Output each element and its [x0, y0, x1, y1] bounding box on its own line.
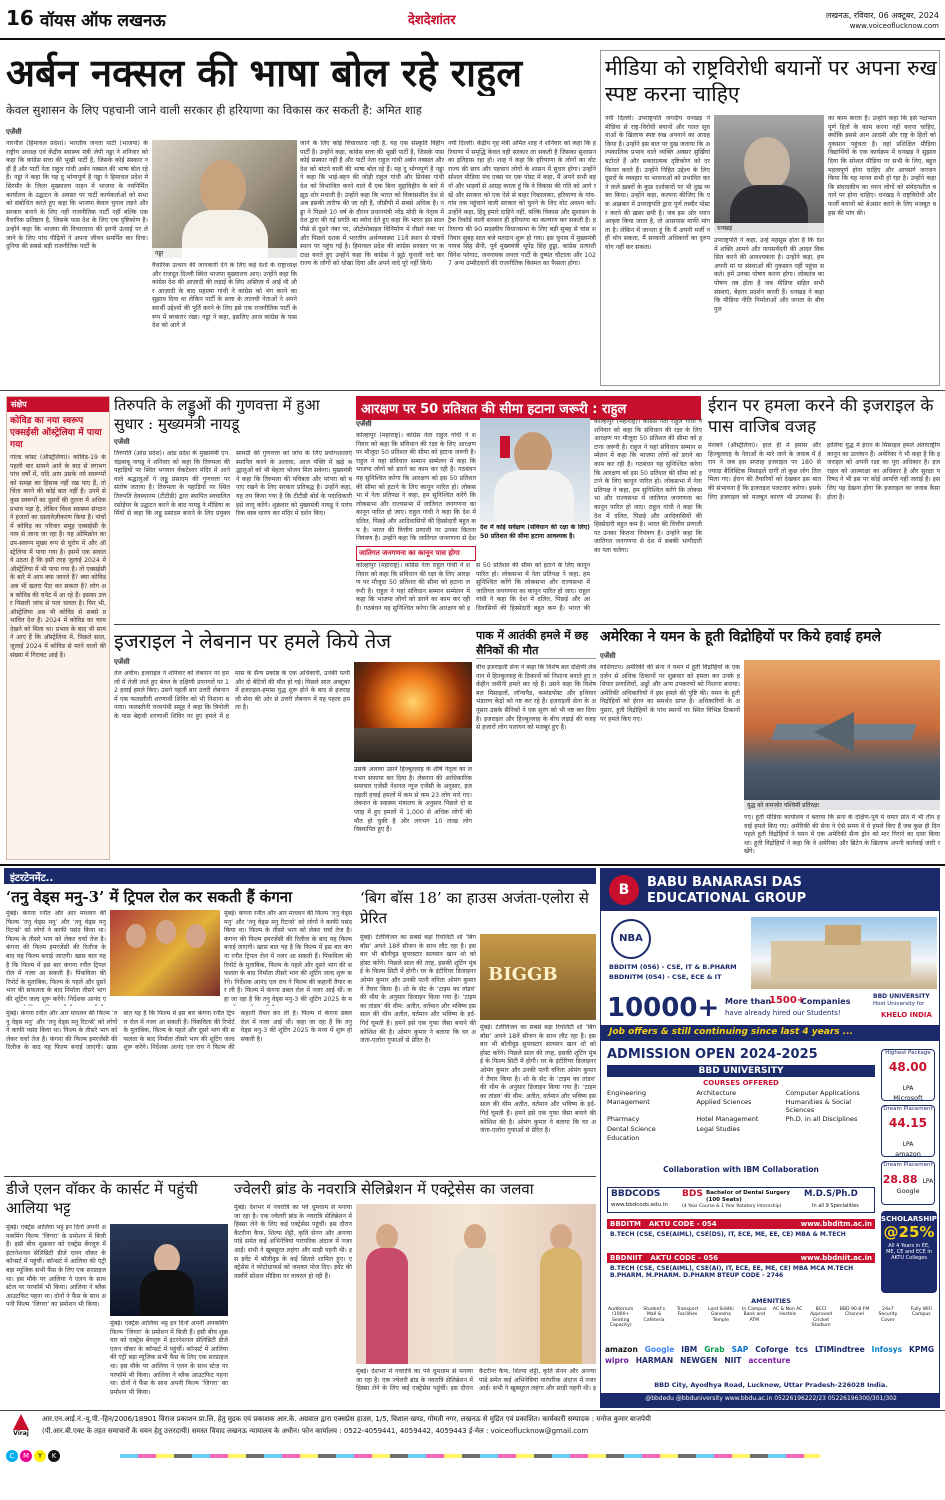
- footer-logo: [6, 1414, 36, 1444]
- ad-nba-1: BBDITM (056) - CSE, IT & B.PHARM: [609, 963, 737, 971]
- ad-package-1: [881, 1049, 935, 1101]
- media-photo-caption: धनखड़: [714, 223, 824, 233]
- amenity-item: BCCI Approved Cricket Stadium: [810, 1307, 833, 1329]
- ad-scholarship: [881, 1211, 937, 1293]
- recruiter-logo: accenture: [748, 1356, 791, 1365]
- amenity-item: 24x7 Security Cover: [878, 1307, 898, 1323]
- ad-course-item: Management: [607, 1098, 650, 1107]
- ad-bbdniit-courses-2: B.PHARM. M.PHARM. D.PHARM BTEUP CODE - 2746: [610, 1272, 784, 1279]
- cmyk-swatch-c: C: [6, 1450, 18, 1462]
- yemen-byline: एजेंसी: [600, 652, 616, 660]
- reservation-photo-caption: देश में कोई सर्वेक्षण (संविधान की रक्षा के लिए) 50 प्रतिशत की सीमा हटाना आवश्यक है।: [480, 524, 590, 540]
- cmyk-swatch-k: K: [48, 1450, 60, 1462]
- bigboss-body: मुंबई। टेलीविजन का सबसे बड़ा रियलिटी शो ‘बिग बॉस’ अपने 18वें सीजन के साथ लौट रहा है। इस बार भी बॉलीवुड सुपरस्टार सलमान खान शो को होस्ट करेंगे। पिछले साल की तरह, इसकी शूटिंग मुंबई के फिल्म सिटी में होगी। घर के इंटीरियर डिजाइनर ओमंग कुमार और उनकी पत्नी वनिता ओमंग कुमार ने तैयार किया है। शो के सेट के ‘टाइम का तांडव’ की थीम के अनुसार डिजाइन किया गया है। ‘टाइम का तांडव’ की थीम: अतीत, वर्तमान और भविष्य इस साल की थीम अतीत, वर्तमान और भविष्य के इर्द-गिर्द घूमती है। हमने इसे एक गुफा जैसा बनाने की कोशिश की है। ओमंग कुमार ने बताया कि घर अजंता-एलोरा गुफाओं से प्रेरित है।: [360, 934, 476, 1045]
- bigboss-photo: [480, 934, 596, 1020]
- recruiter-logo: Grab: [704, 1345, 725, 1354]
- jewel-photo: [356, 1204, 596, 1364]
- kangana-body-b: मुंबई। कंगना रनौत और आर माधवन की फिल्म ‘तनु वेड्स मनु’ और ‘तनु वेड्स मनु रिटर्न्स’ को लोगों ने काफी पसंद किया था। फिल्म के तीसरे भाग को लेकर चर्चा तेज है। कंगना की फिल्म इमरजेंसी की रिलीज के बाद यह फिल्म बनाई जाएगी। खास बात यह है कि फिल्म में इस बार कंगना रनौत ट्रिपल रोल में नजर आ सकती हैं। पिंकविला की रिपोर्ट के मुताबिक, फिल्म के पहले और दूसरे भाग की सफलता के बाद निर्माता तीसरे भाग की शूटिंग जल्द शुरू करेंगे। निर्देशक आनंद एल राय ने फिल्म की कहानी तैयार कर ली है। फिल्म में कंगना डबल रोल में नजर आई थीं। कहा जा रहा है कि तनु वेड्स मनु-3 की शूटिंग 2025 के म: [224, 910, 352, 1003]
- ad-course-item: Computer Applications: [785, 1089, 860, 1097]
- yemen-photo-caption: युद्ध को कमजोर पश्चिमी प्रतिरक्षा: [744, 800, 940, 810]
- amenity-item: In Campus Bank and ATM: [742, 1307, 767, 1323]
- recruiter-logo: NIIT: [724, 1356, 742, 1365]
- ad-contact: @bbdedu @bbduniversity www.bbdu.ac.in 05226196222/23 05226196300/301/302: [601, 1393, 940, 1407]
- pkg2-unit: LPA: [902, 1141, 914, 1148]
- website: www.voiceoflucknow.com: [849, 22, 939, 30]
- jewel-body-b: मुंबई। देशभर में नवरात्रि का पर्व धूमधाम से मनाया जा रहा है। एक ज्वेलरी ब्रांड के नवरात्रि सेलिब्रेशन में हिस्सा लेने के लिए कई एक्ट्रेसेस पहुंचीं। इस दौरान कैटरीना कैफ, शिल्पा शेट्टी, कृति सेनन और अनन्या पांडे समेत कई अभिनेत्रियां पारंपरिक अंदाज में नजर आईं। सभी ने खूबसूरत लहंगा और साड़ी पहनी थी। इ: [356, 1368, 596, 1393]
- reservation-pull-quote: जातिगत जनगणना का कानून पास होगा: [356, 546, 476, 561]
- recruiter-logo: wipro: [605, 1356, 629, 1365]
- lebanon-body-3: बीच इजराइली सेना ने कहा कि विशेष बल दक्षिणी लेबनान में हिज्बुल्लाह के ठिकानों को निशाना बनाते हुए तर्कहीन जमीनी हमले कर रहे हैं। उसने कहा कि विशेष बल मिसाइलों, लॉन्चपैड, कमांडपोस्ट और हथियार भंडारण केंद्रों को नष्ट कर रहे हैं। इजराइली सेना के अनुसार उसके सैनिकों ने एक सुरंग को भी नष्ट कर दिया है। इजराइल और हिज्बुल्लाह के बीच लड़ाई की वजह से हजारों लोग पलायन को मजबूर हुए हैं।: [476, 664, 596, 732]
- ad-bbditm-row: [607, 1219, 875, 1251]
- pkg3-value: 28.88: [882, 1173, 918, 1186]
- ad-package-2: [881, 1105, 935, 1157]
- reservation-byline: एजेंसी: [356, 420, 372, 428]
- ad-bbdcods-row: [607, 1187, 875, 1213]
- recruiter-logo: amazon: [605, 1345, 638, 1354]
- recruiter-logo: HARMAN: [635, 1356, 674, 1365]
- section-rule-1: [0, 390, 945, 391]
- recruiter-logo: SAP: [731, 1345, 749, 1354]
- footer-imprint-2: (पी.आर.बी.एक्ट के तहत समाचारों के चयन हेतु उत्तरदायी) समस्त विवाद लखनऊ न्यायालय के अधीन। फोन कार्यालय : 0522-4059441, 4059442, 4059443 ई-मेल : voiceoflucknow@gmail.com: [42, 1427, 589, 1435]
- tirupati-byline: एजेंसी: [114, 438, 130, 446]
- bbd-ad: [600, 868, 940, 1408]
- pkg2-value: 44.15: [889, 1116, 927, 1130]
- iran-body: मेलबर्न (ऑस्ट्रेलिया)। हाल ही में हमास और हिज्बुल्लाह के नेताओं के मारे जाने के जवाब में ईरान ने जब इस सप्ताह इजराइल पर 180 से ज्यादा बैलिस्टिक मिसाइलें दागीं तो कुछ लोग तिलमिला गए। ईरान की तैयारियों को देखकर इस बात की संभावना है कि इजराइल पलटवार करेगा। इसके लिए इजराइल को मजबूत कारण भी उपलब्ध हैं। हालिया युद्ध में ईरान के मिसाइल हमले अंतरराष्ट्रीय कानून का उल्लंघन हैं। अमेरिका ने भी कहा है कि इजराइल को अपनी रक्षा का पूरा अधिकार है। इजराइल को आत्मरक्षा का अधिकार है और सुरक्षा परिषद ने भी इस पर कोई आपत्ति नहीं जताई है। इसलिए यह देखना होगा कि इजराइल का जवाब कैसा होता है।: [708, 442, 940, 501]
- pkg2-company: amazon: [895, 1150, 921, 1158]
- media-box: [600, 50, 940, 386]
- lead-body-4: नयी दिल्ली। केंद्रीय गृह मंत्री अमित शाह ने शनिवार को कहा कि हरियाणा में समृद्धि केवल वही सरकार ला सकती है जिसका सुशासन का इतिहास रहा हो। शाह ने कहा कि हरियाणा के लोगों का वोट राज्य की छाप और पहचान लोगों के शासन में सुधार होगा। उन्होंने सोशल मीडिया मंच एक्स पर एक पोस्ट में कहा, मैं अपने सभी बहनों और भाइयों से आग्रह करता हूं कि वे विकास की गति को आगे रखें और सरकार को एक ऐसे से बाहर निकालकर, हरियाणा के गांव-गांव तक पहुंचाने वाली सरकार को चुनने के लिए वोट अवश्य करें। उन्होंने कहा, हिंदू हमारे दाहिने नहीं, बल्कि विकास और सुशासन के ट्रैक रिकॉर्ड वाली सरकार ही हरियाणा का कल्याण कर सकती है। हरियाणा की 90 सदस्यीय विधानसभा के लिए बड़ी सुबह से चांस शनिवार सुबह सात बजे मतदान शुरू हो गया। इस चुनाव में मुख्यमंत्री नायब सिंह सैनी, पूर्व मुख्यमंत्री भूपेंद्र सिंह हुड्डा, कांग्रेस प्रत्याशी विनेश फोगाट, जननायक जनता पार्टी के दुष्यंत चौटाला और 1027 अन्य उम्मीदवारों की राजनीतिक किस्मत का फैसला होगा।: [448, 140, 596, 268]
- section-rule-4: [4, 1176, 596, 1177]
- ad-bds-sub: Bachelor of Dental Surgery (100 Seats): [706, 1190, 791, 1203]
- reservation-body: कोल्हापुर (महाराष्ट्र)। कांग्रेस नेता राहुल गांधी ने शनिवार को कहा कि संविधान की रक्षा के लिए आरक्षण पर मौजूदा 50 प्रतिशत की सीमा को हटाना जरूरी है। राहुल ने यहां संविधान सम्मान सम्मेलन में कहा कि भाजपा लोगों को डराने का काम कर रही है। गठबंधन यह सुनिश्चित करेगा कि आरक्षण को इस 50 प्रतिशत की सीमा को हटाने के लिए कानून पारित हो। लोकसभा में नेता प्रतिपक्ष ने कहा, हम सुनिश्चित करेंगे कि लोकसभा और राज्यसभा में जातिगत जनगणना का कानून पारित हो जाए। राहुल गांधी ने कहा कि देश में दलित, पिछड़े और आदिवासियों की हिस्सेदारी बहुत कम है। भारत की: [356, 562, 590, 612]
- pkg2-label: Dream Placement: [883, 1106, 933, 1112]
- paper-name: वॉयस ऑफ लखनऊ: [40, 11, 166, 31]
- section-rule-3: [0, 864, 945, 866]
- lead-photo-caption: नड्डा: [152, 248, 297, 258]
- pkg3-label: Dream Placement: [883, 1162, 933, 1168]
- media-body-2: उपराष्ट्रपति ने कहा, उन्हें महसूस होता है कि देश में शक्ति आमने और पापसर्वंदनी की आदत विकसित करने की आवश्यकता है। उन्होंने कहा, हम अपनी मां या संस्थाओं की नुकसान नहीं पहुंचा सकते। हमें उनका पोषण करना होगा। लोकतंत्र का पोषण तब होता है जब मीडिया सहित सभी संस्थाएं, बेहतर प्रदर्शन करती हैं। धनखड़ ने कहा कि मीडिया नीति निर्माताओं और जनता के बीच पुल: [714, 237, 824, 313]
- ad-bds-note: (4 Year Course & 1 Year Rotatory Internship): [682, 1204, 782, 1209]
- lebanon-body-2: उसके अलावा उसने हिज्बुल्लाह के शीर्ष नेतृत्व का लगभग सफाया कर दिया है। लेबनान की आधिकारिक समाचार एजेंसी नेशनल न्यूज एजेंसी के अनुसार, इजराइली हवाई हमलों में कम से कम 23 लोग मारे गए। लेबनान के स्वास्थ्य मंत्रालय के अनुसार पिछले दो सप्ताह में हुए हमलों में 1,000 से अधिक लोगों की मौत हो चुकी है और लगभग 10 लाख लोग विस्थापित हुए हैं।: [354, 766, 472, 834]
- yemen-body-1: वाशिंगटन। अमेरिकी की सेना ने यमन में हूती विद्रोहियों के एक दर्जन से अधिक ठिकानों पर शुक्रवार को हमला कर उनके हथियार प्रणालियों, अड्डों और अन्य उपकरणों को निशाना बनाया। अमेरिकी अधिकारियों ने इस हमले की पुष्टि की। यमन के हूती विद्रोहियों को ईरान का समर्थन प्राप्त है। अधिकारियों के अनुसार, हूती विद्रोहियों के पांच स्थानों पर स्थित विभिन्न ठिकानों पर हमले किए गए।: [600, 664, 740, 723]
- ad-campus-photo: [751, 917, 937, 989]
- ad-bbditm: BBDITM: [610, 1220, 641, 1228]
- recruiter-logo: Coforge: [755, 1345, 789, 1354]
- ad-bds: BDS: [682, 1189, 703, 1199]
- alia-headline: डीजे एलन वॉकर के कार्सट में पहुंची आलिया भट्ट: [6, 1180, 198, 1217]
- amenity-item: Fully WiFi Campus: [910, 1307, 932, 1318]
- recruiter-logo: tcs: [795, 1345, 809, 1354]
- ad-big-number: 10000+: [607, 993, 720, 1023]
- sch-pct: @25%: [883, 1223, 935, 1241]
- tirupati-headline: तिरुपति के लड्डुओं की गुणवत्ता में हुआ सुधार : मुख्यमंत्री नायडू: [114, 396, 320, 433]
- cmyk-swatch-m: M: [20, 1450, 32, 1462]
- bigboss-headline: ‘बिग बॉस 18’ का हाउस अजंता-एलोरा से प्रेरित: [360, 889, 589, 927]
- sidebar-label: संक्षेप: [7, 397, 109, 412]
- lead-photo: [152, 140, 297, 258]
- ad-bbdcods: BBDCODS: [611, 1189, 661, 1199]
- ad-companies-num: 1500+: [769, 995, 806, 1006]
- ad-course-item: Dental Science: [607, 1124, 656, 1133]
- ad-offers: Job offers & still continuing since last 4 years ...: [601, 1025, 940, 1041]
- ad-amenities-title: AMENITIES: [751, 1297, 791, 1305]
- bbd-logo-icon: B: [609, 875, 639, 905]
- kangana-body: मुंबई। कंगना रनौत और आर माधवन की फिल्म ‘तनु वेड्स मनु’ और ‘तनु वेड्स मनु रिटर्न्स’ को लोगों ने काफी पसंद किया था। फिल्म के तीसरे भाग को लेकर चर्चा तेज है। कंगना की फिल्म इमरजेंसी की रिलीज के बाद यह फिल्म बनाई जाएगी। खास बात यह है कि फिल्म में इस बार कंगना रनौत ट्रिपल रोल में नजर आ सकती हैं। पिंकविला की रिपोर्ट के मुताबिक, फिल्म के पहले और दूसरे भाग की सफलता के बाद निर्माता तीसरे भाग की शूटिंग जल्द शुरू करेंगे। निर्देशक आनंद एल राय ने फिल्म की कहानी तैयार कर ली है। फिल्म में कंगना डबल रोल में नजर आई थीं। कहा जा रहा है कि तनु वेड्स मनु-3 की शूटिंग 2025 के मध्य में शुरू हो सकती है।: [6, 1010, 352, 1052]
- pkg3-unit: LPA: [922, 1178, 934, 1185]
- pkg3-company: Google: [896, 1187, 920, 1195]
- recruiter-logo: LTIMindtree: [815, 1345, 865, 1354]
- lead-body-3: जाने के लिए कोई विचारधारा नहीं है, यह एक संस्कृति विहीन पार्टी है। उन्होंने कहा, कांग्रेस सत्ता की भूखी पार्टी है, जिसके पास कोई संस्कार नहीं है और पार्टी नेता राहुल गांधी अर्बन नक्सल और देश को बांटने वाली की भाषा बोल रहे हैं। यह दु र्भाग्यपूर्ण है नड्डा ने कहा कि भाई-बहन की जोड़ी राहुल गांधी और प्रियंका गांधी देश को विभाजित करने वाले मैं एक बिना मुद्दाविहीन के बारे में झूठ शोर मचाती है। उन्होंने कहा कि भारत को विकासशील देश से अब इसकी तारीफ की जा रही है, जीडीपी में सबसे अधिक है। नड्डा ने पिछले 10 वर्ष के दौरान प्रधानमंत्री नरेंद्र मोदी के नेतृत्व में देश द्वारा की गई प्रगति का ब्योरा देते हुए कहा कि भारत इस साल पीछे से दूसरे नंबर पर, ऑटोमोबाइल विनिर्माण में तीसरे नंबर पर और पिछले दशक में भारतीय अर्थव्यवस्था 11वें स्थान से पांचवें स्थान पर पहुंच गई है। हिमाचल प्रदेश की कांग्रेस सरकार पर कटाक्ष करते हुए उन्होंने कहा कि कांग्रेस ने झूठे चुनावी वादे कर राज्य के लोगों को धोखा दिया और अपने वादे पूरे नहीं किये।: [300, 140, 444, 268]
- amenity-item: Student's Mall & Cafeteria: [643, 1307, 665, 1323]
- recruiter-logo: Google: [644, 1345, 675, 1354]
- registration-marks: [120, 1454, 820, 1458]
- ad-course-item: Engineering: [607, 1089, 646, 1097]
- ad-courses-title: COURSES OFFERED: [703, 1079, 779, 1087]
- ad-amenities: [605, 1307, 937, 1341]
- reservation-headline: आरक्षण पर 50 प्रतिशत की सीमा हटाना जरूरी : राहुल: [356, 396, 701, 420]
- lead-byline: एजेंसी: [6, 128, 22, 136]
- recruiter-logo: NEWGEN: [680, 1356, 718, 1365]
- lebanon-byline: एजेंसी: [114, 658, 130, 666]
- ad-course-item: Education: [607, 1133, 640, 1142]
- ad-course-item: Ph.D. in all Disciplines: [785, 1115, 858, 1124]
- masthead-rule: [0, 38, 945, 40]
- pkg1-value: 48.00: [889, 1060, 927, 1074]
- ad-package-3: [881, 1161, 935, 1205]
- ad-ibm: Collaboration with IBM Collaboration: [663, 1165, 819, 1174]
- ad-bbditm-courses: B.TECH (CSE, CSE(AIML), CSE(DS), IT, ECE, ME, EE, CE) MBA & M.TECH: [610, 1231, 846, 1238]
- ad-hired: have already hired our Students!: [725, 1009, 841, 1017]
- section-rule-2: [114, 624, 940, 625]
- alia-body-b: मुंबई। एक्ट्रेस आलिया भट्ट इन दिनों अपनी अपकमिंग फिल्म ‘जिगरा’ के प्रमोशन में बिजी हैं। इसी बीच शुक्रवार को एक्ट्रेस बेंगलुरु में इंटरनेशनल सेलिब्रिटी डीजे एलन वॉकर के कॉन्सर्ट में पहुंचीं। कॉन्सर्ट में आलिया की एंट्री बड़ा म्यूजिक सभी फैंस के लिए एक सरप्राइज था। इस मौके पर आलिया ने एलन के साथ स्टेज पर परफॉर्म भी किया। आलिया ने ब्लैक आउटफिट पहना था। दोनों ने फैंस के साथ अपनी फिल्म ‘जिगरा’ का प्रमोशन भी किया।: [110, 1320, 228, 1396]
- cmyk-bar: [6, 1450, 60, 1462]
- bigboss-photo-text: BIGGB: [488, 964, 558, 985]
- sidebar-headline: कोविड का नया स्वरूप एक्सईसी ऑस्ट्रेलिया में पाया गया: [10, 416, 102, 450]
- ad-course-item: Applied Sciences: [696, 1098, 752, 1107]
- lead-headline: अर्बन नक्सल की भाषा बोल रहे राहुल: [6, 50, 522, 95]
- ad-recruiters: [605, 1345, 937, 1379]
- pkg1-company: Microsoft: [893, 1094, 923, 1102]
- ad-bbdniit: BBDNIIT: [610, 1254, 643, 1262]
- jewel-body: मुंबई। देशभर में नवरात्रि का पर्व धूमधाम से मनाया जा रहा है। एक ज्वेलरी ब्रांड के नवरात्रि सेलिब्रेशन में हिस्सा लेने के लिए कई एक्ट्रेसेस पहुंचीं। इस दौरान कैटरीना कैफ, शिल्पा शेट्टी, कृति सेनन और अनन्या पांडे समेत कई अभिनेत्रियां पारंपरिक अंदाज में नजर आईं। सभी ने खूबसूरत लहंगा और साड़ी पहनी थी। इस इवेंट में बॉलीवुड के कई सितारे शामिल हुए। एक्ट्रेसेस ने फोटोग्राफर्स को जमकर पोज दिए। इवेंट की तस्वीरें सोशल मीडिया पर वायरल हो रही हैं।: [234, 1204, 352, 1280]
- ad-brand: BABU BANARASI DAS: [647, 875, 802, 890]
- lebanon-body-1: तेल अवीव। इजराइल ने शनिवार को लेबनान पर हमलों में तेजी लाते हुए बेरुत के दक्षिणी उपनगरों पर 12 हवाई हमले किए। उसने पहली बार उत्तरी लेबनान में एक फलस्तीनी शरणार्थी शिविर को भी निशाना बनाया। फलस्तीनी चरमपंथी समूह ने कहा कि त्रिपोली के पास बेद्दावी शरणार्थी शिविर पर हुए हमले में हमास के सैन्य प्रकोष्ठ के एक अधिकारी, उनकी पत्नी और दो बेटियों की मौत हो गई। पिछले साल अक्टूबर में इजराइल-हमास युद्ध शुरू होने के बाद से इजराइली सेना की ओर से उत्तरी लेबनान में यह पहला हमला है।: [114, 670, 350, 720]
- ad-host: Host University for: [873, 1001, 925, 1007]
- sch-note: All 4 Years in EE, ME, CE and ECE in AKTU Colleges: [886, 1243, 932, 1261]
- footer-imprint: आर.एन.आई.नं.-यू.पी.-हिन/2006/18901 विराज प्रकाशन प्रा.लि. हेतु मुद्रक एवं प्रकाशक आर.के. अग्रवाल द्वारा एक्सप्रेस हाउस, 1/5, विशाल खण्ड, गोमती नगर, लखनऊ से मुद्रित एवं प्रकाशित। कार्यकारी सम्पादक : मनोज कुमार बाजपेयी: [42, 1415, 651, 1423]
- ad-bbdcods-url: www.bbdcods.edu.in: [611, 1202, 668, 1208]
- alia-photo: [110, 1224, 228, 1316]
- sch-title: SCHOLARSHIP: [881, 1215, 937, 1223]
- yemen-photo: [744, 660, 940, 810]
- ad-companies: Companies: [801, 997, 851, 1006]
- section-name: देशदेशांतर: [408, 13, 456, 28]
- ad-nba-2: BBDNITM (054) - CSE, ECE & IT: [609, 973, 722, 981]
- footer-rule: [0, 1410, 945, 1411]
- viraj-logo-icon: [13, 1414, 29, 1430]
- nba-badge: NBA: [611, 919, 651, 959]
- ad-bbdniit-url: www.bbdniit.ac.in: [800, 1254, 872, 1262]
- pkg1-unit: LPA: [902, 1085, 914, 1092]
- dateline: लखनऊ, रविवार, 06 अक्टूबर, 2024: [826, 11, 939, 20]
- ad-mds-sub: In all 9 Specialities: [812, 1203, 859, 1209]
- amenity-item: BBD 90.8 FM Channel: [839, 1307, 870, 1318]
- tirupati-body: तिरुपति (आंध्र प्रदेश)। आंध्र प्रदेश के मुख्यमंत्री एन. चंद्रबाबू नायडू ने शनिवार को कहा कि तिरुमला की पहाड़ियों पर स्थित भगवान वेंकटेश्वर मंदिर में आने वाले श्रद्धालुओं ने लड्डू प्रसादम की गुणवत्ता पर संतोष जताया है। तिरुमला के पहाड़ियों पर स्थित तिरुपति देवस्थानम (टीटीडी) द्वारा स्थापित स्वचालित रसोईघर के उद्घाटन करने के बाद नायडू ने मीडिया कर्मियों से कहा कि लड्डू प्रसादम बनाने के लिए प्रयुक्त सामग्री की गुणवत्ता को जांच के लिए प्रयोगशालाएं स्थापित करने के अलावा, आज पंक्ति में खड़े श्रद्धालुओं को भी बेहतर भोजन मिल सकेगा। मुख्यमंत्री ने कहा कि तिरुमला की पवित्रता और परंपरा को बनाए रखने के लिए सरकार प्रतिबद्ध है। उन्होंने कहा, यह तय किया गया है कि टीटीडी बोर्ड के पदाधिकारी इसे लागू करेंगे। शुक्रवार को मुख्यमंत्री नायडू ने पारंपरिक वस्त्र धारण कर मंदिर में दर्शन किए।: [114, 450, 352, 518]
- yemen-body-2: गए। हूती मीडिया कार्यालय ने बताया कि सना के दक्षिण-पूर्व में धमार प्रांत में भी तीन हवाई हमले किए गए। अमेरिकी की सेना ने ऐसे समय में ये हमले किए हैं जब कुछ ही दिन पहले हूती विद्रोहियों ने यमन में एक अमेरिकी सैन्य ड्रोन को मार गिराने का दावा किया था। हूती विद्रोहियों ने कहा कि वे अमेरिका और ब्रिटेन के खिलाफ अपनी कार्रवाई जारी रखेंगे।: [744, 814, 940, 856]
- media-body-3: का काम करता है। उन्होंने कहा कि इसे पक्षपातपूर्ण हितों के काम करना नहीं करना चाहिए, क्योंकि इससे आम आदमी और राष्ट्र के हितों को नुकसान पहुंचता है। वहां प्रशिक्षित मीडिया विद्यार्थियों के एक कार्यक्रम में धनखड़ ने सुझाव दिया कि सोशल मीडिया पर सभी के लिए, बहुत महत्वपूर्ण होना चाहिए और आपसर्ग जनजन किया कि यह मानव सभी हो रहा है। उन्होंने कहा कि संवादकीय का ध्यान लोगों को संवेदनशील बनाने पर होना चाहिए। धनखड़ ने राष्ट्रविरोधी और फर्जी बयानों को बेअसर करने के लिए मजबूत बहस की मांग की।: [828, 115, 936, 217]
- ent-banner: इंटरटेनमेंट..: [4, 868, 596, 884]
- ad-course-item: Hotel Management: [696, 1115, 759, 1124]
- cmyk-swatch-y: Y: [34, 1450, 46, 1462]
- bigboss-body-b: मुंबई। टेलीविजन का सबसे बड़ा रियलिटी शो ‘बिग बॉस’ अपने 18वें सीजन के साथ लौट रहा है। इस बार भी बॉलीवुड सुपरस्टार सलमान खान शो को होस्ट करेंगे। पिछले साल की तरह, इसकी शूटिंग मुंबई के फिल्म सिटी में होगी। घर के इंटीरियर डिजाइनर ओमंग कुमार और उनकी पत्नी वनिता ओमंग कुमार ने तैयार किया है। शो के सेट के ‘टाइम का तांडव’ की थीम के अनुसार डिजाइन किया गया है। ‘टाइम का तांडव’ की थीम: अतीत, वर्तमान और भविष्य इस साल की थीम अतीत, वर्तमान और भविष्य के इर्द-गिर्द घूमती है। हमने इसे एक गुफा जैसा बनाने की कोशिश की है। ओमंग कुमार ने बताया कि घर अजंता-एलोरा गुफाओं से प्रेरित है।: [480, 1024, 596, 1135]
- kangana-headline: ‘तनु वेड्स मनु-3’ में ट्रिपल रोल कर सकती हैं कंगना: [6, 888, 292, 906]
- reservation-photo: [480, 418, 590, 522]
- amenity-item: Auditorium (1000+ Seating Capacity): [607, 1307, 634, 1329]
- ad-course-item: Pharmacy: [607, 1115, 640, 1124]
- ad-univ-host: BBD UNIVERSITY: [873, 993, 930, 1000]
- lebanon-headline: इजराइल ने लेबनान पर हमले किये तेज: [114, 629, 392, 653]
- masthead: [0, 0, 945, 44]
- sidebar-column: [6, 396, 110, 860]
- yemen-headline: अमेरिका ने यमन के हूती विद्रोहियों पर किये हवाई हमले: [600, 629, 881, 645]
- ad-bbditm-code: AKTU CODE - 054: [648, 1220, 717, 1228]
- lead-body-1: नारनौल (हिमाचल प्रदेश)। भारतीय जनता पार्टी (भाजपा) के राष्ट्रीय अध्यक्ष एवं केंद्रीय स्वास्थ्य मंत्री जेपी नड्डा ने शनिवार को कहा कि कांग्रेस सत्ता की भूखी पार्टी है, जिसके कोई संस्कार नहीं हैं और पार्टी नेता राहुल गांधी अर्बन नक्सल की भाषा बोल रहे हैं। नड्डा ने कहा कि यह दु र्भाग्यपूर्ण है नड्डा ने हिमाचल प्रदेश में सिरमौर के जिला मुख्यालय नाहन में भाजपा के नवनिर्मित कार्यालय के उद्घाटन के अवसर पर पार्टी कार्यकर्ताओं को सभा को संबोधित करते हुए कहा कि भाजपा केवल चुनाव लड़ने और सरकार बनाने के लिए नहीं राजनीतिक पार्टी नहीं बल्कि एक वैचारिक प्रतिष्ठान है, जिसके पास देश के लिए एक दृष्टिकोण है। उन्होंने कहा कि भाजपा की विचारधारा की इतनी ऊंचाई पर ले जाने के लिए पांच पीढ़ियों ने अपना जीवन समर्पित कर दिया। दुनिया की सबसे बड़ी राजनीतिक पार्टी के: [6, 140, 148, 251]
- media-photo: [714, 115, 824, 233]
- lead-body-2: वैचारिक उत्थान की जानकारी देने के लिए कई देशों के राष्ट्राध्यक्ष और राजदूत दिल्ली स्थित भाजपा मुख्यालय आए। उन्होंने कहा कि कांग्रेस देश की आज़ादी की लड़ाई के लिए अस्तित्व में आई थी और आज़ादी के बाद महात्मा गांधी ने कांग्रेस को भंग करने का सुझाव दिया था लेकिन पार्टी के सत्ता के लालची नेताओं ने अपने स्वार्थी उद्देश्यों की पूर्ति करने के लिए इसे एक राजनीतिक पार्टी के रूप में बरकरार रखा। नड्डा ने कहा, इसलिए आज कांग्रेस के पास देश को आगे ले: [152, 262, 297, 330]
- pkg1-label: Highest Package: [885, 1050, 931, 1056]
- page-number: 16: [6, 6, 34, 30]
- kangana-photo: [110, 910, 220, 996]
- pak-headline: पाक में आतंकी हमले में छह सैनिकों की मौत: [476, 628, 596, 659]
- recruiter-logo: IBM: [681, 1345, 698, 1354]
- ad-brand-2: EDUCATIONAL GROUP: [647, 891, 807, 906]
- ad-course-item: Humanities & Social Sciences: [785, 1098, 852, 1115]
- ad-admission: ADMISSION OPEN 2024-2025: [607, 1047, 818, 1062]
- ad-header: [601, 869, 940, 911]
- media-headline: मीडिया को राष्ट्रविरोधी बयानों पर अपना रुख स्पष्ट करना चाहिए: [605, 56, 937, 106]
- ad-bbdniit-row: [607, 1253, 875, 1293]
- ad-address: BBD City, Ayodhya Road, Lucknow, Uttar Pradesh-226028 India.: [654, 1381, 888, 1389]
- amenity-item: Transport Facilities: [676, 1307, 699, 1318]
- reservation-body-a: कोल्हापुर (महाराष्ट्र)। कांग्रेस नेता राहुल गांधी ने शनिवार को कहा कि संविधान की रक्षा के लिए आरक्षण पर मौजूदा 50 प्रतिशत की सीमा को हटाना जरूरी है। राहुल ने यहां संविधान सम्मान सम्मेलन में कहा कि भाजपा लोगों को डराने का काम कर रही है। गठबंधन यह सुनिश्चित करेगा कि आरक्षण को इस 50 प्रतिशत की सीमा को हटाने के लिए कानून पारित हो। लोकसभा में नेता प्रतिपक्ष ने कहा, हम सुनिश्चित करेंगे कि लोकसभा और राज्यसभा में जातिगत जनगणना का कानून पारित हो जाए। राहुल गांधी ने कहा कि देश में दलित, पिछड़े और आदिवासियों की हिस्सेदारी बहुत कम है। भारत की वित्तीय प्रणाली पर उनका कितना नियंत्रण है। उन्होंने कहा कि जातिगत जनगणना से देश: [356, 432, 476, 542]
- ad-mds: M.D.S/Ph.D: [804, 1189, 858, 1199]
- lebanon-photo: [354, 662, 472, 762]
- ad-bbdniit-code: AKTU CODE - 056: [650, 1254, 719, 1262]
- recruiter-logo: KPMG: [909, 1345, 934, 1354]
- footer-logo-text: Viraj: [13, 1430, 29, 1437]
- ad-course-item: Legal Studies: [696, 1124, 740, 1133]
- jewel-headline: ज्वेलरी ब्रांड के नवरात्रि सेलिब्रेशन में एक्ट्रेसेस का जलवा: [234, 1180, 534, 1198]
- media-body-1: नयी दिल्ली। उपराष्ट्रपति जगदीप धनखड़ ने मीडिया से राष्ट्र-विरोधी बयानों और गलत सूचनाओं के खिलाफ स्पष्ट रुख अपनाने का आग्रह किया है। उन्होंने इस बात पर दुख जताया कि अल्पकालिक प्रभाव वाले व्यक्ति अक्सर सुर्खियां बटोरते हैं और सकारात्मक दृष्टिकोण को दरकिनार करते हैं। उन्होंने निहित उद्देश्य के लिए दूसरों के व्यवहार या भावनाओं को प्रभावित करने वाले ख़बरों के कुछ दर्शाकारों पर भी दुख व्यक्त किया। उन्होंने कहा, कल्पना कीजिए कि एक अख़बार में उपराष्ट्रपति द्वारा पूर्ण तस्वीर पोस्टर करने की ख़बर छपी है। जब इस ओर ध्यान आकृष्ट किया जाता है, तो आसपास माफी मांगता है। लेकिन में जानता हूं कि मैं अपनी मर्जी नहीं थोप सकता, मैं सरकारी अधिकारों का दुरुपयोग नहीं कर सकता।: [605, 115, 710, 251]
- ad-courses-grid: [607, 1089, 875, 1143]
- recruiter-logo: Infosys: [871, 1345, 903, 1354]
- amenity-item: Lord Siddhi Ganesha Temple: [708, 1307, 734, 1323]
- ad-khelo: KHELO INDIA: [881, 1011, 932, 1019]
- kangana-body-a: मुंबई। कंगना रनौत और आर माधवन की फिल्म ‘तनु वेड्स मनु’ और ‘तनु वेड्स मनु रिटर्न्स’ को लोगों ने काफी पसंद किया था। फिल्म के तीसरे भाग को लेकर चर्चा तेज है। कंगना की फिल्म इमरजेंसी की रिलीज के बाद यह फिल्म बनाई जाएगी। खास बात यह है कि फिल्म में इस बार कंगना रनौत ट्रिपल रोल में नजर आ सकती हैं। पिंकविला की रिपोर्ट के मुताबिक, फिल्म के पहले और दूसरे भाग की सफलता के बाद निर्माता तीसरे भाग की शूटिंग जल्द शुरू करेंगे। निर्देशक आनंद ए: [6, 910, 106, 1003]
- ad-bbditm-url: www.bbditm.ac.in: [800, 1220, 872, 1228]
- ad-course-item: Architecture: [696, 1089, 737, 1097]
- reservation-body-c: कोल्हापुर (महाराष्ट्र)। कांग्रेस नेता राहुल गांधी ने शनिवार को कहा कि संविधान की रक्षा के लिए आरक्षण पर मौजूदा 50 प्रतिशत की सीमा को हटाना जरूरी है। राहुल ने यहां संविधान सम्मान सम्मेलन में कहा कि भाजपा लोगों को डराने का काम कर रही है। गठबंधन यह सुनिश्चित करेगा कि आरक्षण को इस 50 प्रतिशत की सीमा को हटाने के लिए कानून पारित हो। लोकसभा में नेता प्रतिपक्ष ने कहा, हम सुनिश्चित करेंगे कि लोकसभा और राज्यसभा में जातिगत जनगणना का कानून पारित हो जाए। राहुल गांधी ने कहा कि देश में दलित, पिछड़े और आदिवासियों की हिस्सेदारी बहुत कम है। भारत की वित्तीय प्रणाली पर उनका कितना नियंत्रण है। उन्होंने कहा कि जातिगत जनगणना से देश में सबकी भागीदारी का पता चलेगा।: [594, 418, 702, 554]
- ad-more-than: More than: [725, 997, 772, 1006]
- ad-bbdu: BBD UNIVERSITY: [607, 1065, 875, 1077]
- amenity-item: AC & Non AC Hostels: [772, 1307, 803, 1318]
- lead-subhead: केवल सुशासन के लिए पहचानी जाने वाली सरकार ही हरियाणा का विकास कर सकती है: अमित शाह: [6, 103, 422, 117]
- alia-body: मुंबई। एक्ट्रेस आलिया भट्ट इन दिनों अपनी अपकमिंग फिल्म ‘जिगरा’ के प्रमोशन में बिजी हैं। इसी बीच शुक्रवार को एक्ट्रेस बेंगलुरु में इंटरनेशनल सेलिब्रिटी डीजे एलन वॉकर के कॉन्सर्ट में पहुंचीं। कॉन्सर्ट में आलिया की एंट्री बड़ा म्यूजिक सभी फैंस के लिए एक सरप्राइज था। इस मौके पर आलिया ने एलन के साथ स्टेज पर परफॉर्म भी किया। आलिया ने ब्लैक आउटफिट पहना था। दोनों ने फैंस के साथ अपनी फिल्म ‘जिगरा’ का प्रमोशन भी किया।: [6, 1224, 106, 1309]
- sidebar-body: गोल्ड कोस्ट (ऑस्ट्रेलिया)। कोविड-19 के पहली बार सामने आने के बाद से लगभग पांच वर्षों में, यदि आप उसके नये स्वरूप्पों को समझ का हिसाब नहीं रख पाए हैं, तो चिंता करने की कोई बात नहीं है। उनमें से कुछ स्वरूपों का दूसरों की तुलना में अधिक प्रभाव पड़ा है, लेकिन विश्व स्वास्थ्य संगठन ने हजारों का दस्तावेज़ीकरण किया है। पांचों में कोविड़ का परिवार समूह एक्सईसी के नाम से जाना जा रहा है। यह ओमिक्रोन का उप-स्वरूप मुख्य रूप से यूरोप में और ऑस्ट्रेलिया में पाया गया है। इसमें एक सवाल ये उठता है कि इसी तरह जुलाई 2024 में ऑस्ट्रेलिया में भी पाया गया है। तो एक्सईसी के बारे में आप क्या जानते हैं? क्या कोविड अब भी खतरा पैदा कर सकता है? लोग अब कोविड की चपेट में आ रहे हैं। इसका उत्तर पिछली जांच से पता चलता है। फिर भी, ऑस्ट्रेलिया अब भी कोविड से सबसे प्रभावित देश है। 2024 में कोविड का चरम देखने को मिला था। प्रभाव के बाद भी सामने आए हैं कि ऑस्ट्रेलिया में, पिछले साल, जुलाई 2024 में कोविड से मरने वालों की संख्या में गिरावट आई है।: [10, 454, 106, 659]
- iran-headline: ईरान पर हमला करने की इजराइल के पास वाजिब वजह: [708, 396, 934, 437]
- ad-bbdniit-courses: B.TECH (CSE, CSE(AIML), CSE(AI), IT, ECE, EE, ME, CE) MBA MCA M.TECH: [610, 1265, 854, 1272]
